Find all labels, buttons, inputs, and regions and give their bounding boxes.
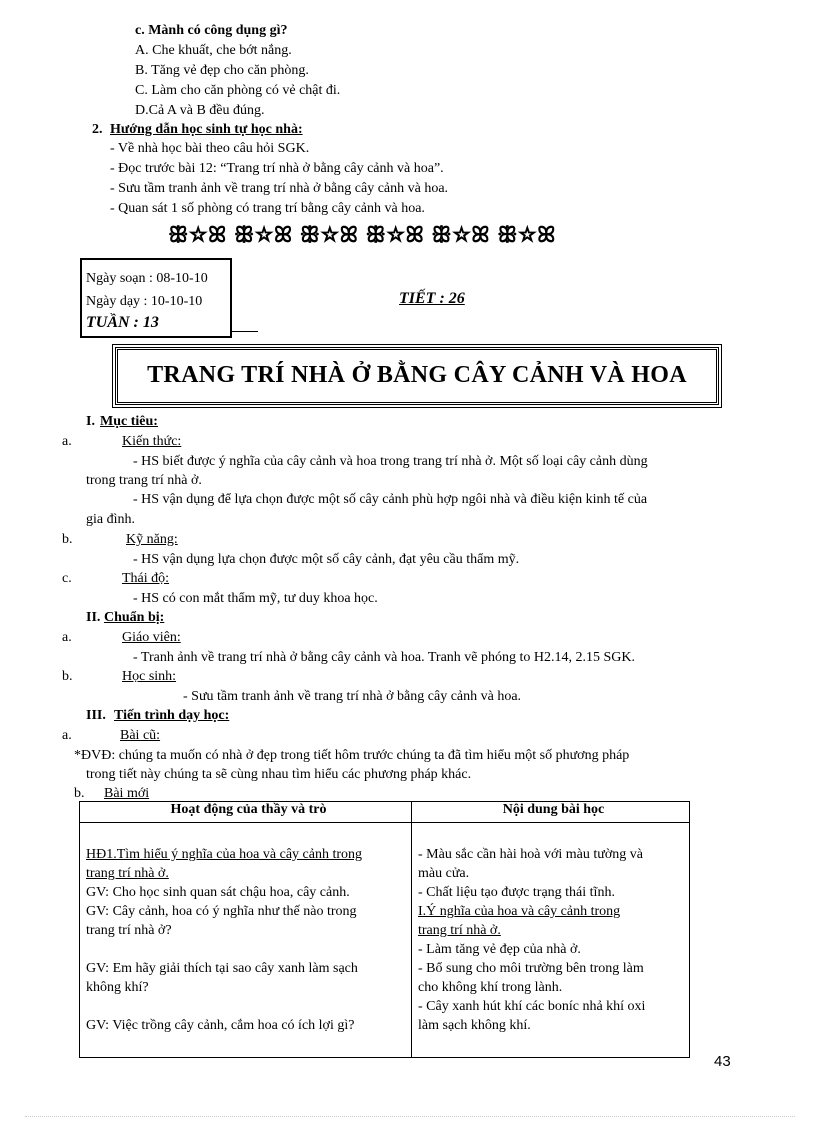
homework-heading: Hướng dẫn học sinh tự học nhà: xyxy=(110,122,303,137)
spacer xyxy=(86,997,411,1016)
student-prep-line: - Sưu tầm tranh ảnh về trang trí nhà ở bằng cây cảnh và hoa. xyxy=(183,689,522,704)
content-line: làm sạch không khí. xyxy=(418,1018,531,1033)
teacher-question-1: GV: Cho học sinh quan sát chậu hoa, cây cảnh. xyxy=(86,885,350,900)
spacer xyxy=(86,940,411,959)
lesson-title-box xyxy=(115,347,719,405)
teacher-question-4: GV: Việc trồng cây cảnh, cắm hoa có ích lợi gì? xyxy=(86,1018,355,1033)
option-b: B. Tăng vẻ đẹp cho căn phòng. xyxy=(135,63,309,78)
prep-date: Ngày soạn : 08-10-10 xyxy=(86,271,208,286)
period-label: TIẾT : 26 xyxy=(399,290,465,307)
page-number: 43 xyxy=(714,1053,731,1070)
content-line: cho không khí trong lành. xyxy=(418,980,563,995)
content-line: - Làm tăng vẻ đẹp của nhà ở. xyxy=(418,942,581,957)
section-1b-letter: b. xyxy=(62,532,73,547)
section-1-number: I. xyxy=(86,414,95,429)
content-line: - Màu sắc cần hài hoà với màu tường và xyxy=(418,847,643,862)
section-1-title: Mục tiêu: xyxy=(100,414,158,429)
option-c: C. Làm cho căn phòng có vẻ chật đi. xyxy=(135,83,341,98)
homework-item-4: - Quan sát 1 số phòng có trang trí bằng cây cảnh và hoa. xyxy=(110,201,425,216)
homework-item-1: - Về nhà học bài theo câu hỏi SGK. xyxy=(110,141,310,156)
section-2a-label: Giáo viên: xyxy=(122,630,181,645)
section-2a-letter: a. xyxy=(62,630,72,645)
option-a: A. Che khuất, che bớt nắng. xyxy=(135,43,292,58)
section-3-number: III. xyxy=(86,708,106,723)
section-3a-label: Bài cũ: xyxy=(120,728,161,743)
attitude-line: - HS có con mắt thẩm mỹ, tư duy khoa học. xyxy=(133,591,378,606)
header-content: Nội dung bài học xyxy=(412,802,690,823)
section-2-title: Chuẩn bị: xyxy=(104,610,165,625)
section-3b-label: Bài mới xyxy=(104,786,150,801)
teacher-prep-line: - Tranh ảnh về trang trí nhà ở bằng cây cảnh và hoa. Tranh vẽ phóng to H2.14, 2.15 SGK. xyxy=(133,650,635,665)
section-3b-letter: b. xyxy=(74,786,85,801)
week-label: TUẦN : 13 xyxy=(86,314,159,331)
lesson-table xyxy=(79,801,690,1058)
dvd-line-2: trong tiết này chúng ta sẽ cùng nhau tìm hiểu các phương pháp khác. xyxy=(86,767,472,782)
dvd-line-1: *ĐVĐ: chúng ta muốn có nhà ở đẹp trong tiết hôm trước chúng ta đã tìm hiểu một số phương pháp xyxy=(74,748,630,763)
section-1c-letter: c. xyxy=(62,571,72,586)
knowledge-line-4: gia đình. xyxy=(86,512,135,527)
activity-title: HĐ1.Tìm hiểu ý nghĩa của hoa và cây cảnh trong xyxy=(86,847,363,862)
content-line: - Cây xanh hút khí các boníc nhả khí oxi xyxy=(418,999,646,1014)
content-line: - Bổ sung cho môi trường bên trong làm xyxy=(418,961,644,976)
lesson-title: TRANG TRÍ NHÀ Ở BẰNG CÂY CẢNH VÀ HOA xyxy=(147,362,687,388)
teacher-question-3: GV: Em hãy giải thích tại sao cây xanh làm sạch xyxy=(86,961,358,976)
ornament-divider: ꕥ☆ꕤ ꕥ☆ꕤ ꕥ☆ꕤ ꕥ☆ꕤ ꕥ☆ꕤ ꕥ☆ꕤ xyxy=(168,222,557,247)
section-1a-letter: a. xyxy=(62,434,72,449)
header-activities: Hoạt động của thầy và trò xyxy=(80,802,412,823)
teacher-question-3-cont: không khí? xyxy=(86,980,149,995)
teach-date: Ngày dạy : 10-10-10 xyxy=(86,294,203,309)
teacher-question-2-cont: trang trí nhà ở? xyxy=(86,923,172,938)
info-underline xyxy=(232,331,258,332)
knowledge-line-1: - HS biết được ý nghĩa của cây cảnh và hoa trong trang trí nhà ở. Một số loại cây cảnh dùng xyxy=(133,454,648,469)
section-1a-label: Kiến thức: xyxy=(122,434,182,449)
activity-title-cont: trang trí nhà ở. xyxy=(86,866,169,881)
content-line: màu cửa. xyxy=(418,866,470,881)
section-1c-label: Thái độ: xyxy=(122,571,170,586)
table-header-row xyxy=(80,802,690,823)
option-d: D.Cả A và B đều đúng. xyxy=(135,103,265,118)
knowledge-line-3: - HS vận dụng để lựa chọn được một số cây cảnh phù hợp ngôi nhà và điều kiện kinh tế của xyxy=(133,492,648,507)
content-section-heading-cont: trang trí nhà ở. xyxy=(418,923,501,938)
homework-item-2: - Đọc trước bài 12: “Trang trí nhà ở bằng cây cảnh và hoa”. xyxy=(110,161,444,176)
teacher-question-2: GV: Cây cảnh, hoa có ý nghĩa như thế nào trong xyxy=(86,904,357,919)
knowledge-line-2: trong trang trí nhà ở. xyxy=(86,473,202,488)
activities-cell xyxy=(80,823,412,1058)
page-bottom-divider xyxy=(25,1116,795,1117)
section-3a-letter: a. xyxy=(62,728,72,743)
content-section-heading: I.Ý nghĩa của hoa và cây cảnh trong xyxy=(418,904,621,919)
content-line: - Chất liệu tạo được trạng thái tĩnh. xyxy=(418,885,615,900)
skills-line: - HS vận dụng lựa chọn được một số cây cảnh, đạt yêu cầu thẩm mỹ. xyxy=(133,552,520,567)
section-2-number: II. xyxy=(86,610,101,625)
section-1b-label: Kỹ năng: xyxy=(126,532,178,547)
content-cell xyxy=(412,823,690,1058)
question-c: c. Mành có công dụng gì? xyxy=(135,23,288,38)
homework-number: 2. xyxy=(92,122,103,137)
section-2b-letter: b. xyxy=(62,669,73,684)
section-2b-label: Học sinh: xyxy=(122,669,177,684)
table-row xyxy=(80,823,690,1058)
homework-item-3: - Sưu tầm tranh ảnh về trang trí nhà ở bằng cây cảnh và hoa. xyxy=(110,181,449,196)
section-3-title: Tiến trình dạy học: xyxy=(114,708,230,723)
